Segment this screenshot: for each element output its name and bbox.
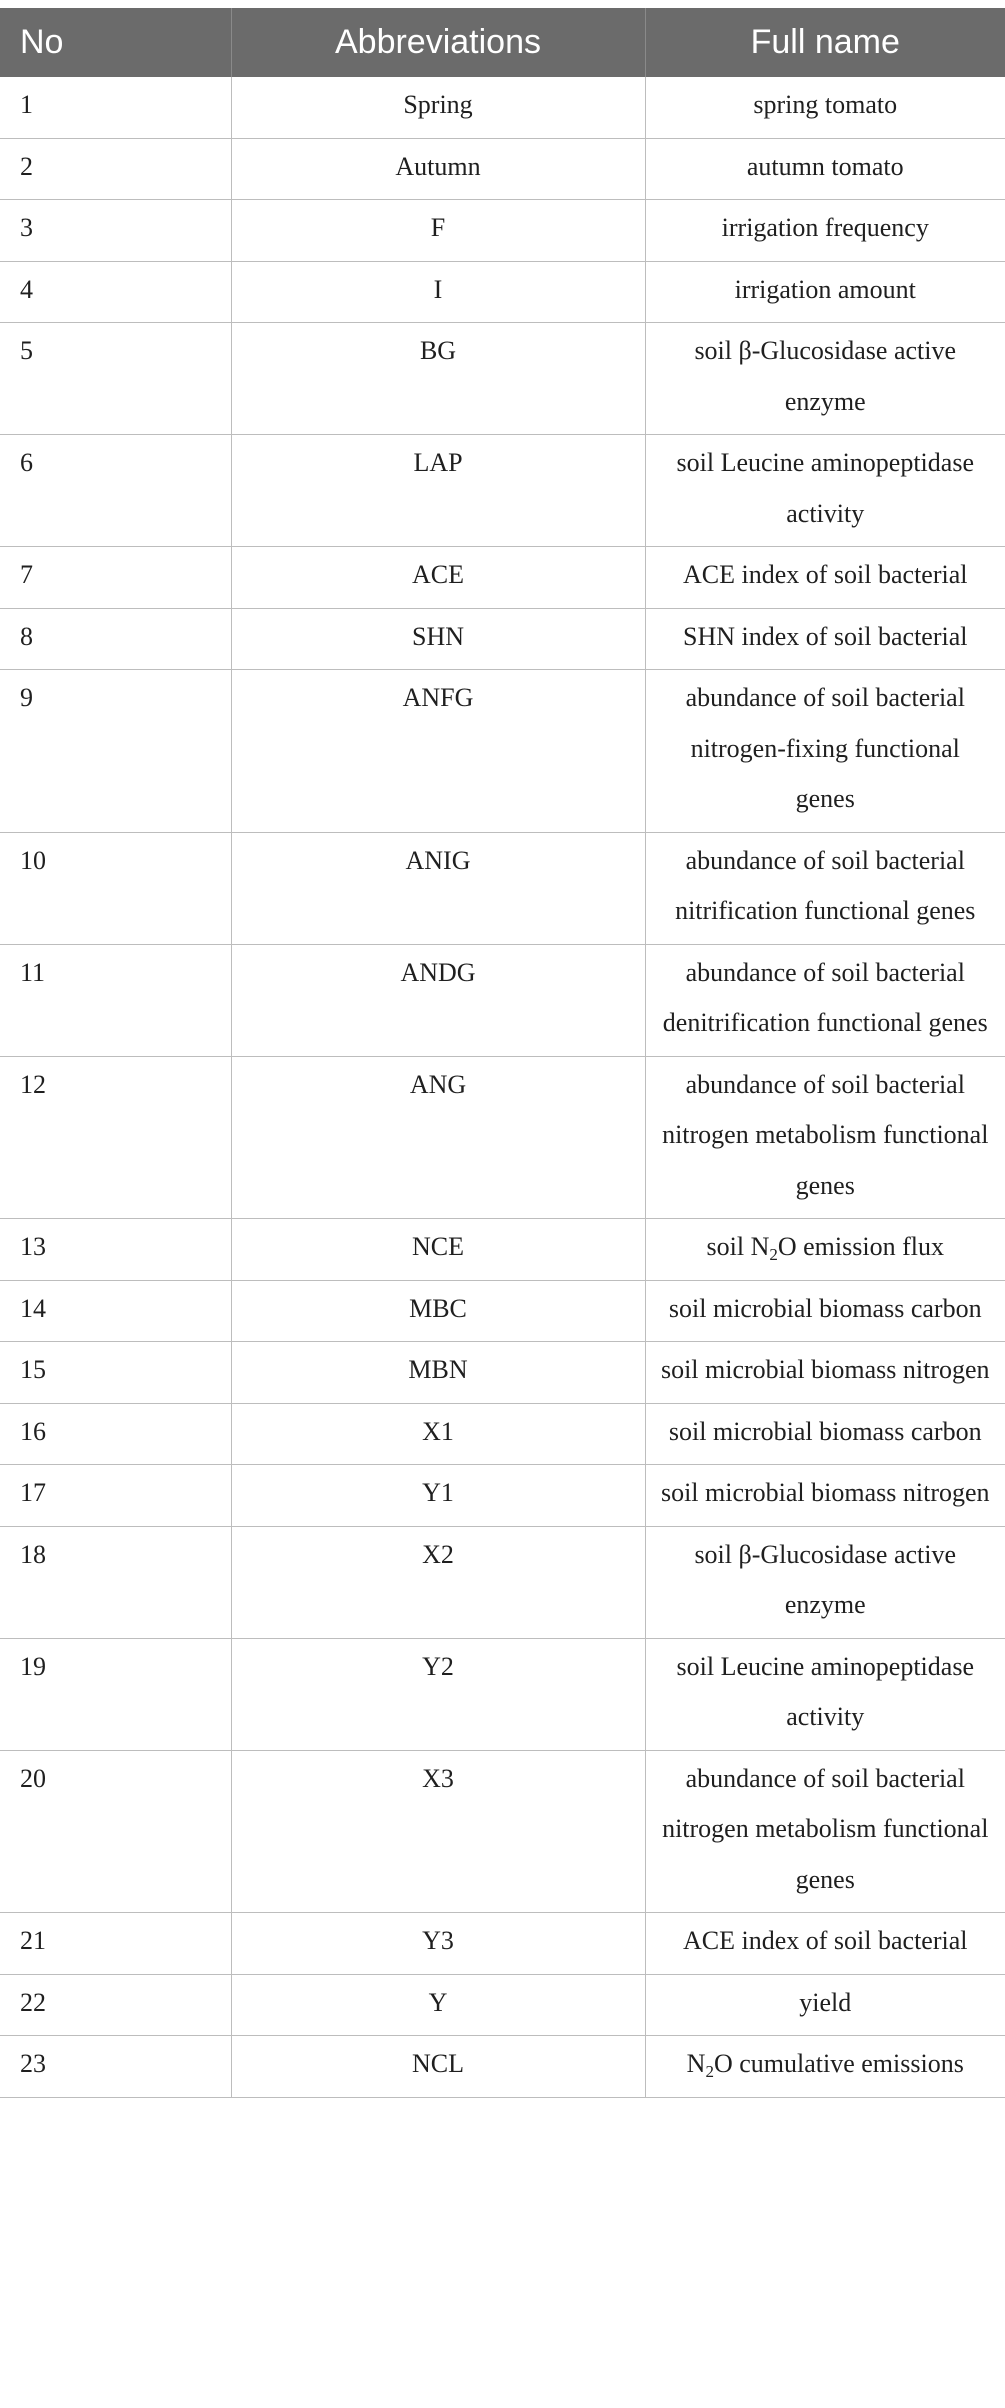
cell-full-name: yield bbox=[645, 1974, 1005, 2036]
cell-no: 7 bbox=[0, 547, 231, 609]
table-row bbox=[0, 832, 1005, 944]
cell-full-name: abundance of soil bacterial nitrogen-fixing functional genes bbox=[645, 670, 1005, 833]
cell-full-name: soil β-Glucosidase active enzyme bbox=[645, 323, 1005, 435]
table-row bbox=[0, 944, 1005, 1056]
cell-no: 3 bbox=[0, 200, 231, 262]
table-row bbox=[0, 1750, 1005, 1913]
table-row bbox=[0, 608, 1005, 670]
table-row bbox=[0, 1913, 1005, 1975]
cell-no: 11 bbox=[0, 944, 231, 1056]
cell-no: 6 bbox=[0, 435, 231, 547]
cell-abbreviation: MBN bbox=[231, 1342, 645, 1404]
cell-no: 9 bbox=[0, 670, 231, 833]
table-row bbox=[0, 547, 1005, 609]
cell-abbreviation: ANDG bbox=[231, 944, 645, 1056]
cell-full-name: soil microbial biomass carbon bbox=[645, 1280, 1005, 1342]
cell-abbreviation: F bbox=[231, 200, 645, 262]
cell-no: 8 bbox=[0, 608, 231, 670]
cell-abbreviation: X3 bbox=[231, 1750, 645, 1913]
table-row bbox=[0, 323, 1005, 435]
table-row bbox=[0, 1280, 1005, 1342]
full-name-text: O emission flux bbox=[777, 1232, 944, 1261]
cell-full-name: spring tomato bbox=[645, 77, 1005, 138]
subscript: 2 bbox=[769, 1245, 778, 1264]
cell-full-name: abundance of soil bacterial nitrogen metabolism functional genes bbox=[645, 1056, 1005, 1219]
column-header-no: No bbox=[0, 8, 231, 77]
cell-no: 18 bbox=[0, 1526, 231, 1638]
cell-full-name: soil microbial biomass nitrogen bbox=[645, 1342, 1005, 1404]
cell-no: 13 bbox=[0, 1219, 231, 1281]
cell-abbreviation: BG bbox=[231, 323, 645, 435]
cell-no: 14 bbox=[0, 1280, 231, 1342]
cell-full-name: ACE index of soil bacterial bbox=[645, 1913, 1005, 1975]
cell-no: 5 bbox=[0, 323, 231, 435]
cell-full-name: irrigation frequency bbox=[645, 200, 1005, 262]
cell-full-name: soil Leucine aminopeptidase activity bbox=[645, 1638, 1005, 1750]
cell-no: 22 bbox=[0, 1974, 231, 2036]
cell-abbreviation: SHN bbox=[231, 608, 645, 670]
cell-abbreviation: Y2 bbox=[231, 1638, 645, 1750]
cell-no: 4 bbox=[0, 261, 231, 323]
cell-abbreviation: X2 bbox=[231, 1526, 645, 1638]
cell-abbreviation: ANIG bbox=[231, 832, 645, 944]
table-row bbox=[0, 435, 1005, 547]
cell-no: 2 bbox=[0, 138, 231, 200]
cell-full-name: soil microbial biomass carbon bbox=[645, 1403, 1005, 1465]
cell-abbreviation: I bbox=[231, 261, 645, 323]
cell-full-name: soil Leucine aminopeptidase activity bbox=[645, 435, 1005, 547]
header-row bbox=[0, 8, 1005, 77]
cell-abbreviation: LAP bbox=[231, 435, 645, 547]
cell-full-name: soil β-Glucosidase active enzyme bbox=[645, 1526, 1005, 1638]
cell-full-name: abundance of soil bacterial nitrification functional genes bbox=[645, 832, 1005, 944]
table-row bbox=[0, 138, 1005, 200]
cell-no: 17 bbox=[0, 1465, 231, 1527]
cell-abbreviation: ACE bbox=[231, 547, 645, 609]
full-name-text: soil N bbox=[706, 1232, 770, 1261]
cell-no: 12 bbox=[0, 1056, 231, 1219]
cell-no: 23 bbox=[0, 2036, 231, 2098]
cell-no: 10 bbox=[0, 832, 231, 944]
table-body bbox=[0, 77, 1005, 2097]
table-row bbox=[0, 1403, 1005, 1465]
cell-abbreviation: Spring bbox=[231, 77, 645, 138]
cell-abbreviation: ANFG bbox=[231, 670, 645, 833]
full-name-text: O cumulative emissions bbox=[713, 2049, 964, 2078]
cell-abbreviation: Autumn bbox=[231, 138, 645, 200]
cell-abbreviation: NCL bbox=[231, 2036, 645, 2098]
subscript: 2 bbox=[705, 2062, 714, 2081]
cell-no: 16 bbox=[0, 1403, 231, 1465]
cell-full-name: SHN index of soil bacterial bbox=[645, 608, 1005, 670]
table-row bbox=[0, 1342, 1005, 1404]
cell-full-name bbox=[645, 2036, 1005, 2098]
table-row bbox=[0, 2036, 1005, 2098]
cell-abbreviation: MBC bbox=[231, 1280, 645, 1342]
cell-full-name: autumn tomato bbox=[645, 138, 1005, 200]
cell-no: 19 bbox=[0, 1638, 231, 1750]
cell-full-name: abundance of soil bacterial nitrogen metabolism functional genes bbox=[645, 1750, 1005, 1913]
cell-no: 15 bbox=[0, 1342, 231, 1404]
cell-no: 21 bbox=[0, 1913, 231, 1975]
table-row bbox=[0, 1056, 1005, 1219]
cell-abbreviation: Y1 bbox=[231, 1465, 645, 1527]
table-row bbox=[0, 200, 1005, 262]
cell-no: 1 bbox=[0, 77, 231, 138]
abbreviations-table bbox=[0, 8, 1005, 2098]
cell-no: 20 bbox=[0, 1750, 231, 1913]
table-row bbox=[0, 1219, 1005, 1281]
full-name-text: N bbox=[686, 2049, 706, 2078]
table-row bbox=[0, 1465, 1005, 1527]
column-header-full-name: Full name bbox=[645, 8, 1005, 77]
cell-full-name: soil microbial biomass nitrogen bbox=[645, 1465, 1005, 1527]
table-row bbox=[0, 1638, 1005, 1750]
cell-full-name: irrigation amount bbox=[645, 261, 1005, 323]
cell-abbreviation: Y3 bbox=[231, 1913, 645, 1975]
cell-abbreviation: Y bbox=[231, 1974, 645, 2036]
table-row bbox=[0, 1526, 1005, 1638]
cell-full-name bbox=[645, 1219, 1005, 1281]
cell-abbreviation: NCE bbox=[231, 1219, 645, 1281]
table-header bbox=[0, 8, 1005, 77]
table-row bbox=[0, 670, 1005, 833]
cell-abbreviation: X1 bbox=[231, 1403, 645, 1465]
column-header-abbreviations: Abbreviations bbox=[231, 8, 645, 77]
cell-full-name: abundance of soil bacterial denitrification functional genes bbox=[645, 944, 1005, 1056]
table-row bbox=[0, 77, 1005, 138]
cell-full-name: ACE index of soil bacterial bbox=[645, 547, 1005, 609]
table-row bbox=[0, 1974, 1005, 2036]
cell-abbreviation: ANG bbox=[231, 1056, 645, 1219]
table-row bbox=[0, 261, 1005, 323]
